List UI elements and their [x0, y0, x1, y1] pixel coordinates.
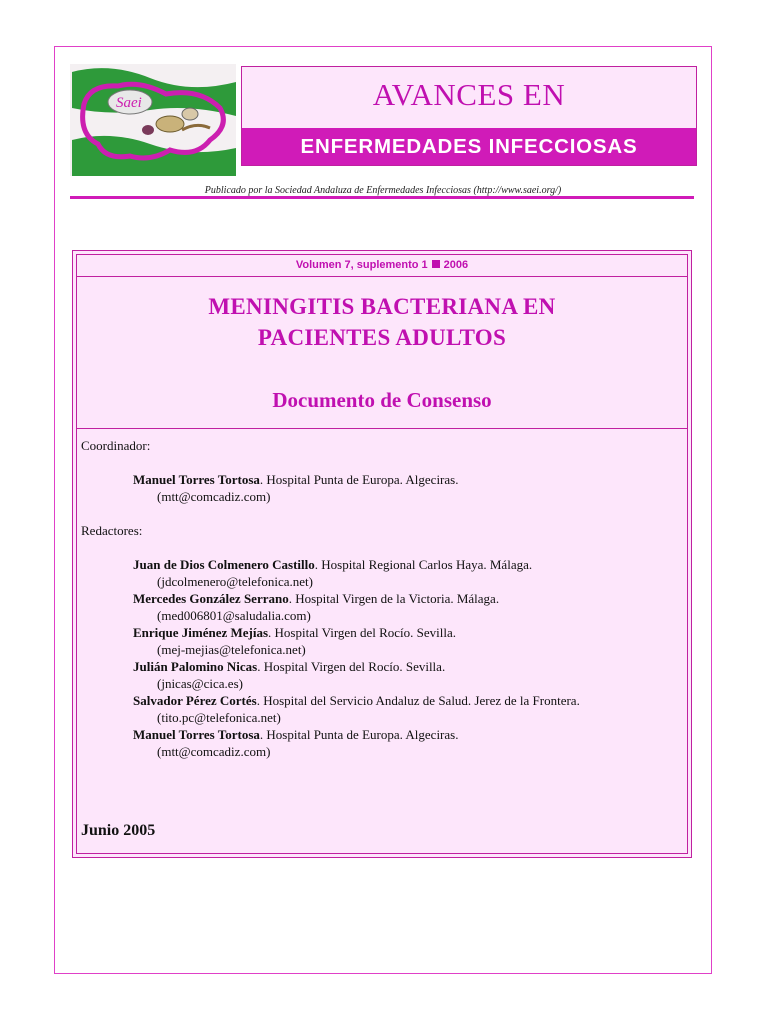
coordinator-heading: Coordinador: [81, 438, 151, 453]
title-divider [77, 428, 687, 429]
author-affiliation: . Hospital Virgen de la Victoria. Málaga. [288, 591, 500, 606]
author-email: (mtt@comcadiz.com) [157, 489, 271, 504]
author-name: Enrique Jiménez Mejías [133, 625, 269, 640]
volume-bar [77, 255, 687, 277]
author-affiliation: . Hospital Virgen del Rocío. Sevilla. [268, 625, 456, 640]
volume-year: 2006 [443, 259, 469, 271]
editor-entry [133, 692, 683, 726]
editor-entry [133, 556, 683, 590]
saei-logo [70, 64, 236, 176]
editor-entry [133, 590, 683, 624]
volume-text: Volumen 7, suplemento 1 [295, 259, 428, 271]
document-subtitle: Documento de Consenso [272, 388, 492, 412]
content-inner-frame [76, 254, 688, 854]
editor-entry [133, 658, 683, 692]
authors-section [81, 437, 683, 760]
logo-text: Saei [116, 95, 142, 111]
author-name: Manuel Torres Tortosa [133, 472, 260, 487]
editor-entry [133, 726, 683, 760]
author-name: Salvador Pérez Cortés [133, 693, 257, 708]
editor-entry [133, 624, 683, 658]
author-affiliation: . Hospital Punta de Europa. Algeciras. [259, 472, 459, 487]
author-name: Mercedes González Serrano [133, 591, 289, 606]
content-panel [72, 250, 692, 858]
author-name: Julián Palomino Nicas [133, 659, 258, 674]
publisher-line: Publicado por la Sociedad Andaluza de Enfermedades Infecciosas (http://www.saei.org/) [204, 185, 562, 196]
author-affiliation: . Hospital Regional Carlos Haya. Málaga. [314, 557, 533, 572]
author-email: (mej-mejias@telefonica.net) [157, 642, 306, 657]
author-email: (tito.pc@telefonica.net) [157, 710, 281, 725]
author-email: (med006801@saludalia.com) [157, 608, 311, 623]
logo-graphic [70, 64, 236, 176]
author-email: (jdcolmenero@telefonica.net) [157, 574, 313, 589]
author-email: (jnicas@cica.es) [157, 676, 243, 691]
journal-title-box [241, 66, 697, 166]
author-email: (mtt@comcadiz.com) [157, 744, 271, 759]
coordinator-entry [133, 471, 683, 505]
author-affiliation: . Hospital Virgen del Rocío. Sevilla. [257, 659, 446, 674]
document-title [77, 291, 687, 353]
header-divider [70, 196, 694, 199]
journal-title: AVANCES EN [372, 77, 566, 112]
author-affiliation: . Hospital Punta de Europa. Algeciras. [259, 727, 459, 742]
square-bullet-icon [432, 260, 440, 268]
author-affiliation: . Hospital del Servicio Andaluz de Salud. Jerez de la Frontera. [256, 693, 580, 708]
editors-heading: Redactores: [81, 523, 143, 538]
author-name: Manuel Torres Tortosa [133, 727, 260, 742]
journal-subtitle: ENFERMEDADES INFECCIOSAS [242, 128, 696, 165]
document-title-text: MENINGITIS BACTERIANA EN PACIENTES ADULTOS [208, 294, 556, 350]
publication-date: Junio 2005 [81, 822, 156, 839]
author-name: Juan de Dios Colmenero Castillo [133, 557, 315, 572]
